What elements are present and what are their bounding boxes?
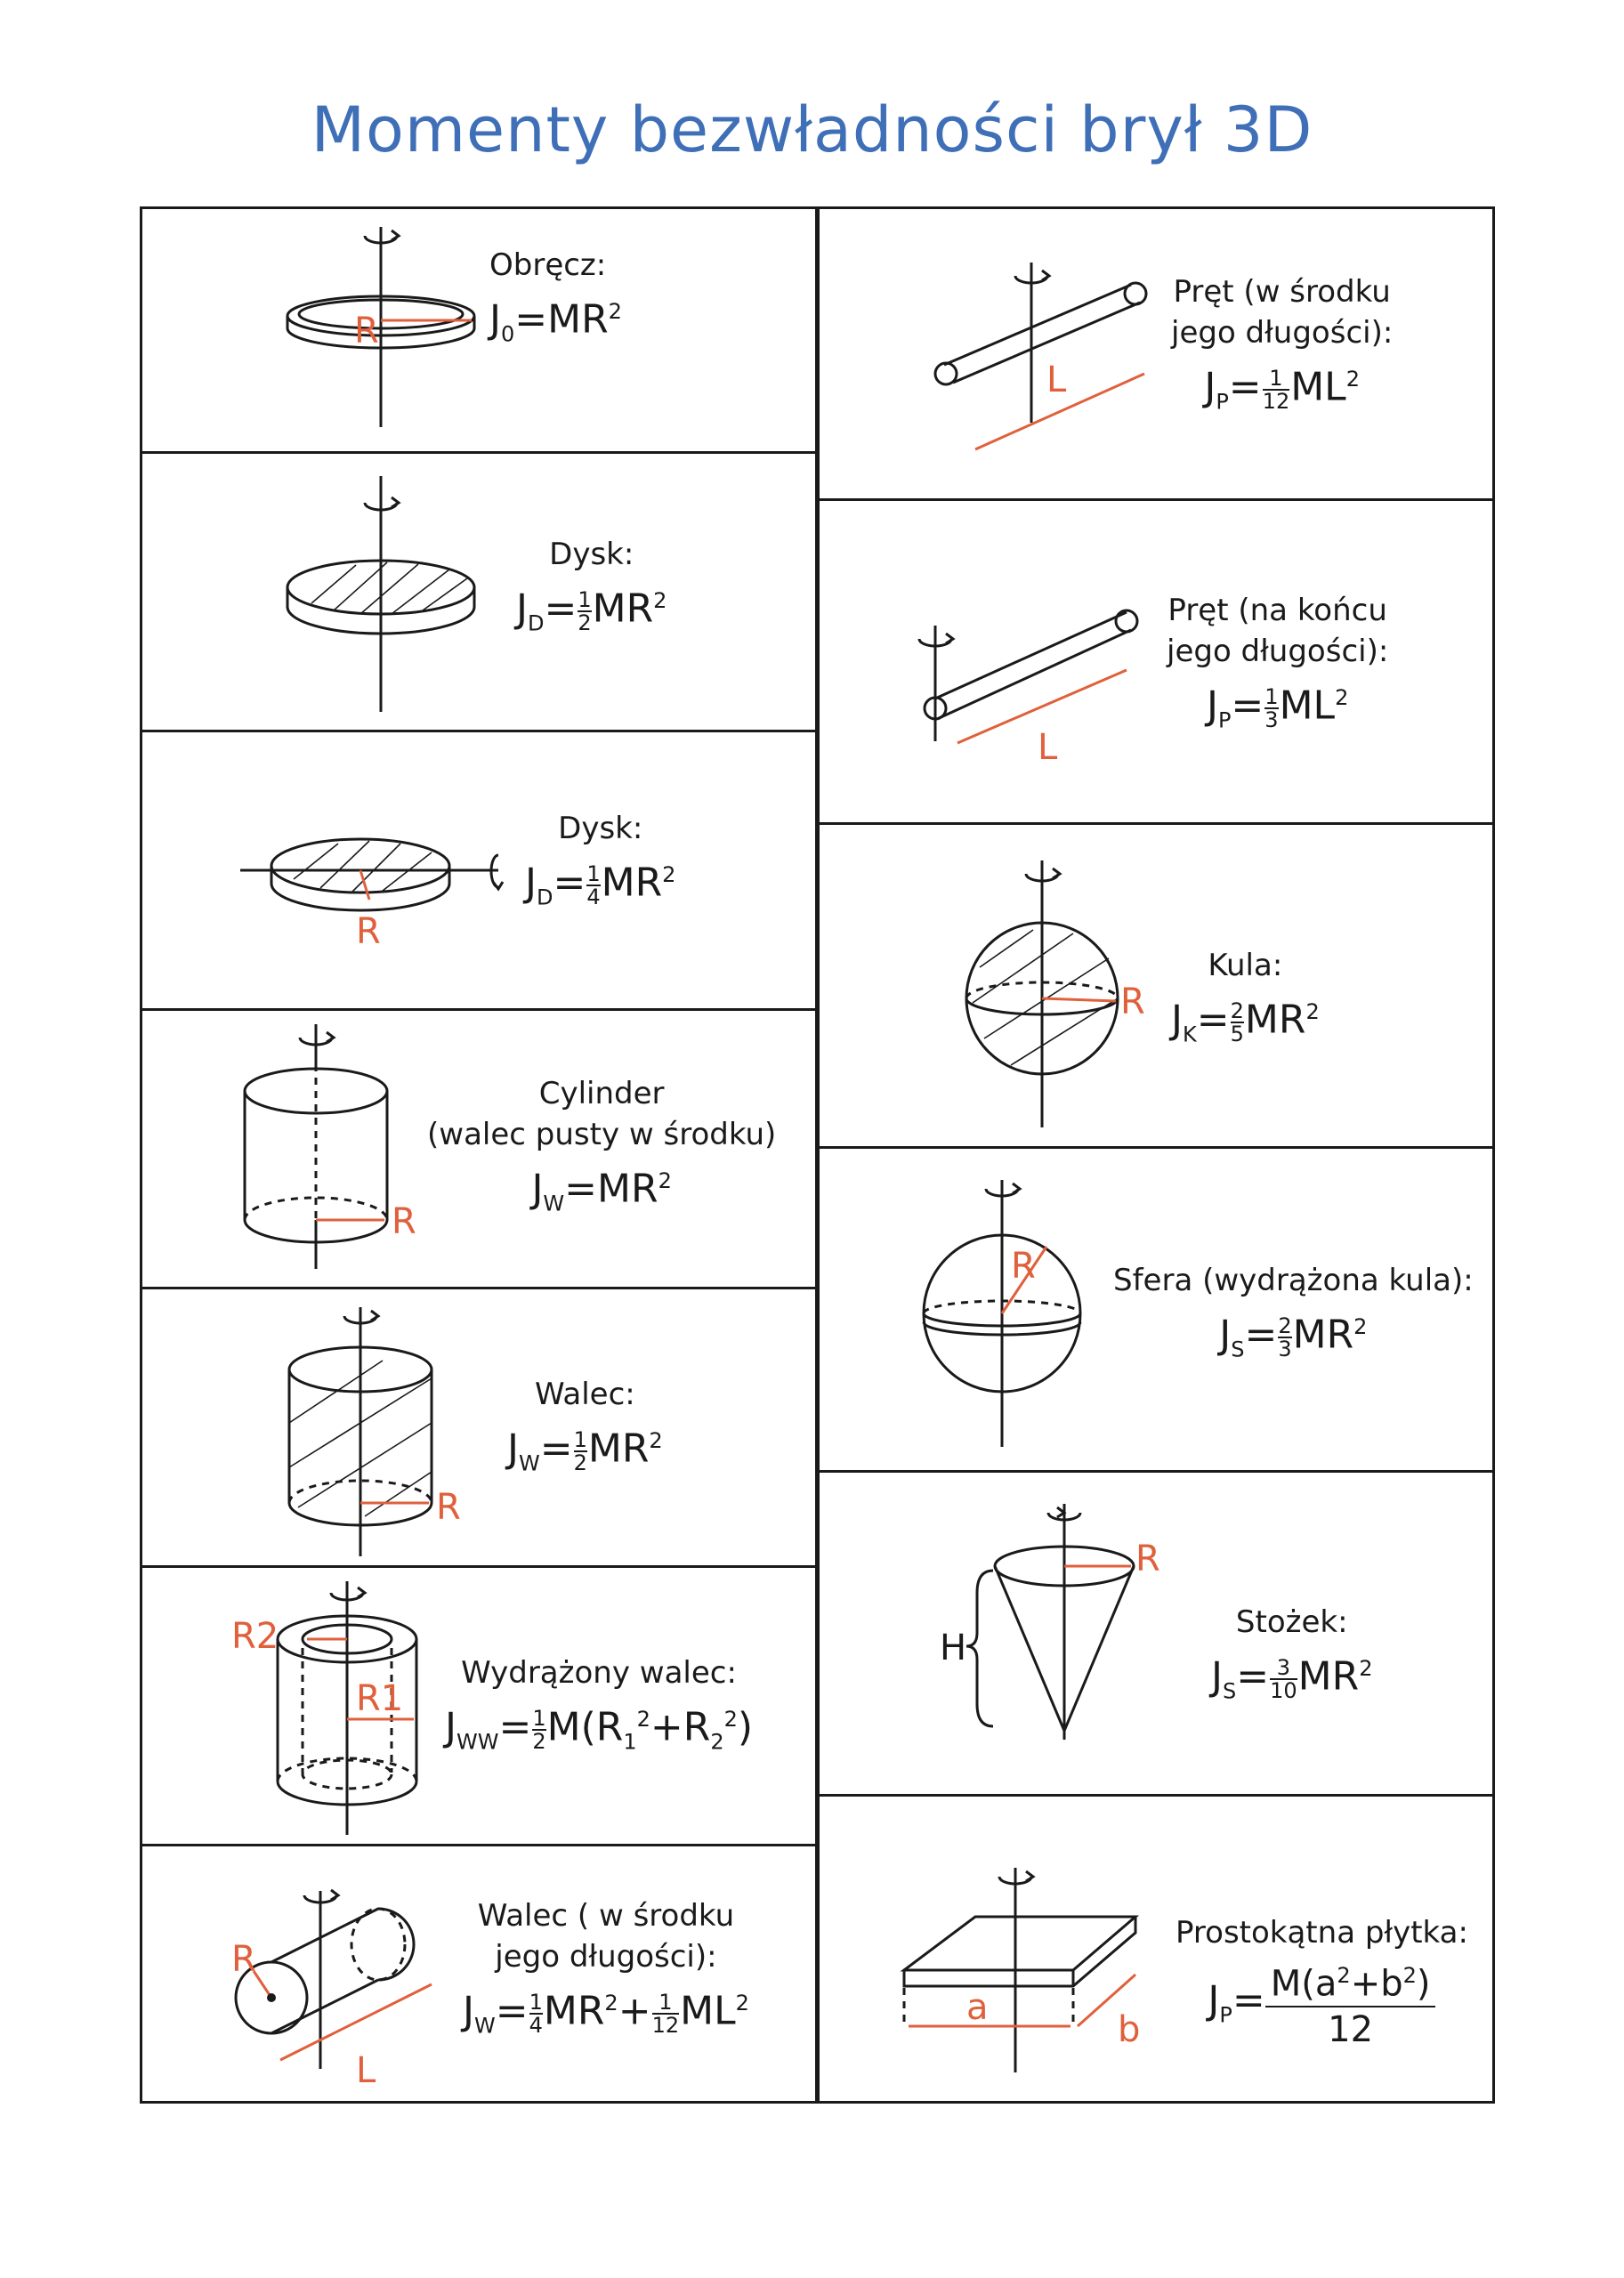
rod-center-label: Pręt (w środku: [1173, 274, 1391, 310]
disk-formula: $J_D=$ $\frac{1}{2}$ $MR^2$: [516, 586, 667, 636]
hollow-sphere-formula: $J_S=$ $\frac{2}{3}$ $MR^2$: [1219, 1312, 1368, 1362]
hoop-diagram: [142, 209, 815, 454]
hollow-cylinder-formula: $J_{WW}=$ $\frac{1}{2}$ $M(R_1^2+R_2^2)$: [445, 1704, 754, 1755]
cylinder-label: Cylinder: [538, 1076, 665, 1111]
hoop-formula: $J_0=MR^2$: [489, 296, 622, 347]
rod-end-label-2: jego długości):: [1167, 634, 1389, 669]
sphere-formula: $J_K=$ $\frac{2}{5}$ $MR^2$: [1171, 997, 1320, 1047]
mark-R: R: [436, 1487, 461, 1528]
cell-solid-sphere: [820, 825, 1492, 1149]
rod-end-formula: $J_P=$ $\frac{1}{3}$ $ML^2$: [1206, 683, 1349, 733]
page-title: Momenty bezwładności brył 3D: [311, 93, 1313, 166]
disk-diagram: [142, 454, 815, 732]
cylinder3-formula: $J_W=$ $\frac{1}{4}$ $MR^2+$ $\frac{1}{12}$ $ML^2$: [463, 1988, 749, 2039]
cylinder3-label: Walec ( w środku: [477, 1898, 735, 1934]
mark-L: L: [356, 2050, 376, 2091]
cell-cylinder-shell: [142, 1011, 815, 1289]
cylinder-formula: $J_W=MR^2$: [531, 1166, 672, 1216]
cylinder2-label: Walec:: [534, 1377, 635, 1412]
hollow-sphere-label: Sfera (wydrążona kula):: [1113, 1263, 1474, 1298]
mark-R: R: [1135, 1539, 1160, 1579]
cylinder2-formula: $J_W=$ $\frac{1}{2}$ $MR^2$: [507, 1426, 663, 1476]
cell-plate: [820, 1797, 1492, 2101]
mark-R: R: [231, 1939, 256, 1980]
mark-R1: R1: [356, 1678, 404, 1719]
mark-R: R: [1011, 1246, 1036, 1287]
cell-rod-end: [820, 501, 1492, 825]
disk2-formula: $J_D=$ $\frac{1}{4}$ $MR^2$: [525, 860, 676, 910]
hoop-label: Obręcz:: [489, 247, 607, 283]
cell-rod-center: [820, 209, 1492, 501]
mark-R: R: [392, 1201, 416, 1242]
cell-solid-cylinder: [142, 1289, 815, 1568]
rod-center-label-2: jego długości):: [1171, 315, 1394, 351]
cell-disk: [142, 454, 815, 732]
mark-R: R: [356, 911, 381, 952]
mark-H: H: [940, 1628, 967, 1668]
cell-hollow-cylinder: [142, 1568, 815, 1846]
cell-cone: [820, 1473, 1492, 1797]
cone-label: Stożek:: [1235, 1604, 1348, 1640]
mark-R: R: [354, 311, 379, 351]
mark-a: a: [966, 1987, 989, 2028]
rod-center-formula: $J_P=$ $\frac{1}{12}$ $ML^2$: [1204, 364, 1360, 415]
cell-disk-diameter: [142, 732, 815, 1011]
disk-diameter-diagram: [142, 732, 815, 1011]
mark-b: b: [1118, 2009, 1141, 2050]
right-column: [817, 206, 1495, 2104]
cone-diagram: [820, 1473, 1492, 1797]
rod-end-label: Pręt (na końcu: [1168, 593, 1387, 628]
hollow-cylinder-label: Wydrążony walec:: [461, 1655, 737, 1691]
mark-L: L: [1046, 359, 1067, 400]
solid-cylinder-diagram: [142, 1289, 815, 1568]
mark-L: L: [1038, 727, 1058, 768]
plate-label: Prostokątna płytka:: [1176, 1915, 1468, 1951]
cone-formula: $J_S=$ $\frac{3}{10}$ $MR^2$: [1211, 1653, 1373, 1704]
disk2-label: Dysk:: [558, 811, 643, 846]
cell-hoop: [142, 209, 815, 454]
cylinder-label-2: (walec pusty w środku): [427, 1117, 777, 1152]
sphere-label: Kula:: [1208, 948, 1283, 983]
rod-end-diagram: [820, 501, 1492, 825]
cylinder3-label-2: jego długości):: [495, 1939, 717, 1975]
disk-label: Dysk:: [549, 537, 634, 572]
cell-cylinder-center: [142, 1846, 815, 2101]
mark-R: R: [1120, 981, 1145, 1022]
solid-sphere-diagram: [820, 825, 1492, 1149]
plate-formula: $J_P=$ $\frac{M(a^2+b^2)}{12}$: [1176, 1953, 1468, 2052]
cell-hollow-sphere: [820, 1149, 1492, 1473]
mark-R2: R2: [231, 1616, 279, 1657]
left-column: [140, 206, 818, 2104]
